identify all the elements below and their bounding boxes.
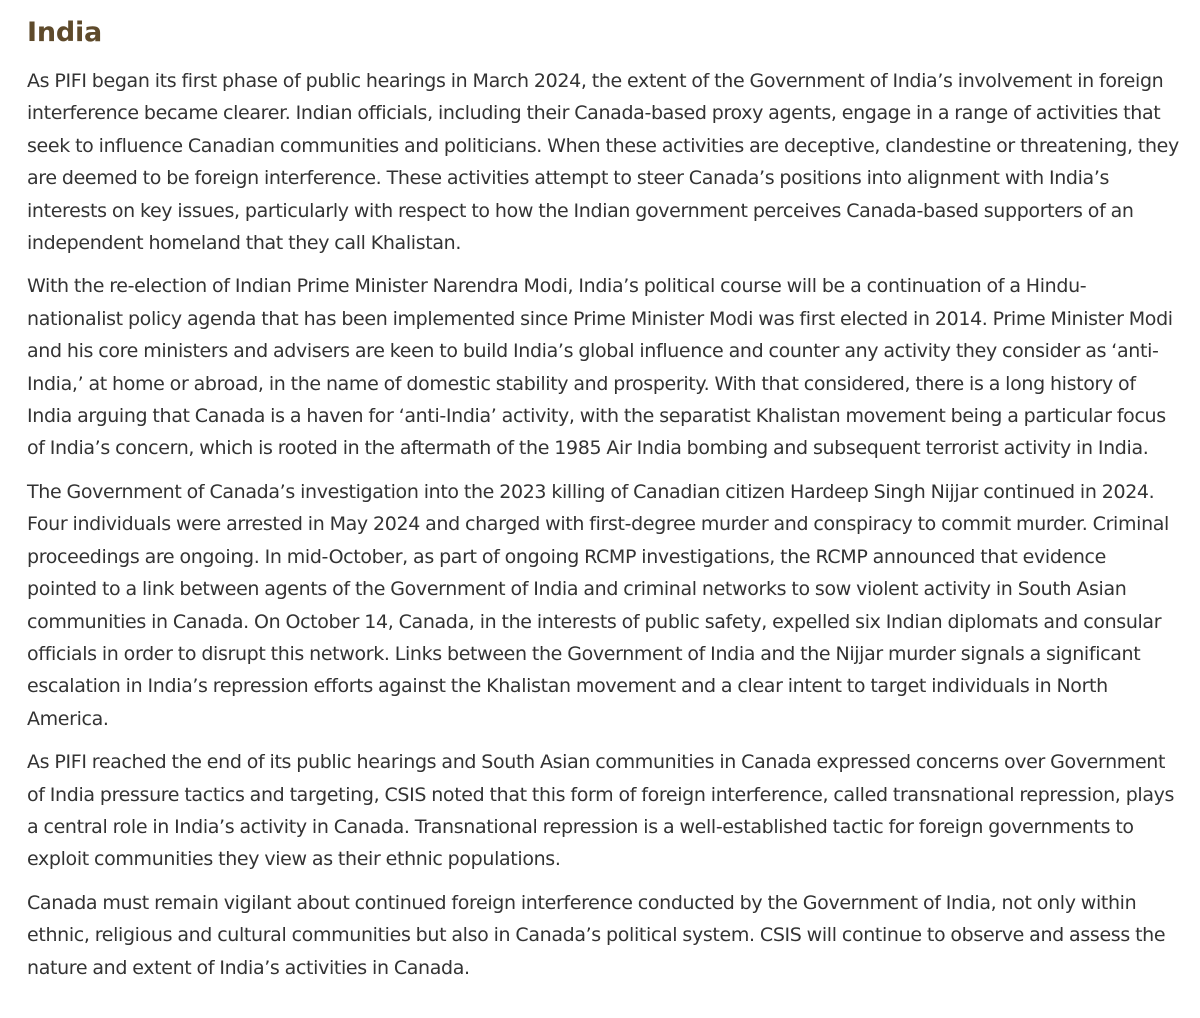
paragraph-vigilance: Canada must remain vigilant about continued foreign interference conducted by the Government of India, not only within ethnic, religious and cultural communities but also in Canada’s political system. CSIS will continue to observe and assess the nature and extent of India’s activities in Canada. xyxy=(27,891,1166,979)
paragraph-modi-reelection: With the re-election of Indian Prime Minister Narendra Modi, India’s political course will be a continuation of a Hindu-nationalist policy agenda that has been implemented since Prime Minister Modi was first elected in 2014. Prime Minister Modi and his core ministers and advisers are keen to build India’s global influence and counter any activity they consider as ‘anti-India,’ at home or abroad, in the name of domestic stability and prosperity. With that considered, there is a long history of India arguing that Canada is a haven for ‘anti-India’ activity, with the separatist Khalistan movement being a particular focus of India’s concern, which is rooted in the aftermath of the 1985 Air India bombing and subsequent terrorist activity in India. xyxy=(27,275,1173,460)
section-heading: India xyxy=(27,17,103,48)
paragraph-transnational-repression: As PIFI reached the end of its public hearings and South Asian communities in Canada expressed concerns over Government of India pressure tactics and targeting, CSIS noted that this form of foreign interference, called transnational repression, plays a central role in India’s activity in Canada. Transnational repression is a well-established tactic for foreign governments to exploit communities they view as their ethnic populations. xyxy=(27,751,1175,871)
paragraph-pifi-hearings: As PIFI began its first phase of public hearings in March 2024, the extent of the Government of India’s involvement in foreign interference became clearer. Indian officials, including their Canada-based proxy agents, engage in a range of activities that seek to influence Canadian communities and politicians. When these activities are deceptive, clandestine or threatening, they are deemed to be foreign interference. These activities attempt to steer Canada’s positions into alignment with India’s interests on key issues, particularly with respect to how the Indian government perceives Canada-based supporters of an independent homeland that they call Khalistan. xyxy=(27,70,1179,255)
paragraph-nijjar-investigation: The Government of Canada’s investigation into the 2023 killing of Canadian citizen Hardeep Singh Nijjar continued in 2024. Four individuals were arrested in May 2024 and charged with first-degree murder and conspiracy to commit murder. Criminal proceedings are ongoing. In mid-October, as part of ongoing RCMP investigations, the RCMP announced that evidence pointed to a link between agents of the Government of India and criminal networks to sow violent activity in South Asian communities in Canada. On October 14, Canada, in the interests of public safety, expelled six Indian diplomats and consular officials in order to disrupt this network. Links between the Government of India and the Nijjar murder signals a significant escalation in India’s repression efforts against the Khalistan movement and a clear intent to target individuals in North America. xyxy=(27,480,1169,730)
